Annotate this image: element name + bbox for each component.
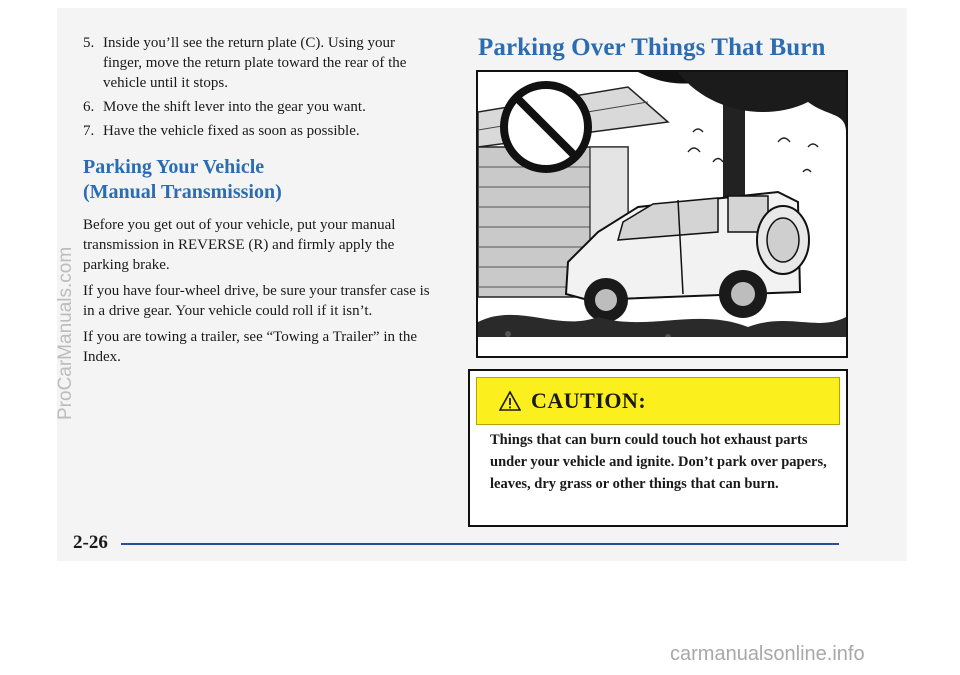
step-number: 7. (83, 123, 95, 139)
body-paragraph: If you are towing a trailer, see “Towing a Trailer” in the Index. (83, 329, 418, 365)
caution-header (476, 377, 840, 425)
step-number: 5. (83, 35, 95, 51)
page-number: 2-26 (73, 532, 108, 553)
step-text: Have the vehicle fixed as soon as possible. (103, 123, 360, 139)
step-item (83, 33, 433, 93)
parking-illustration (476, 70, 848, 358)
step-text: Inside you’ll see the return plate (C). Using your finger, move the return plate toward the rear of the vehicle until it stops. (103, 35, 407, 91)
caution-box (468, 369, 848, 527)
body-paragraph: Before you get out of your vehicle, put your manual transmission in REVERSE (R) and firmly apply the parking brake. (83, 217, 396, 273)
section-heading-line1: Parking Your Vehicle (83, 156, 265, 178)
section-heading-line2: (Manual Transmission) (83, 181, 282, 203)
step-item (83, 97, 433, 117)
page-title: Parking Over Things That Burn (478, 34, 826, 61)
body-paragraph: If you have four-wheel drive, be sure your transfer case is in a drive gear. Your vehicle could roll if it isn’t. (83, 283, 430, 319)
site-watermark: carmanualsonline.info (670, 643, 865, 665)
step-number: 6. (83, 99, 95, 115)
step-item (83, 121, 433, 141)
caution-text: Things that can burn could touch hot exhaust parts under your vehicle and ignite. Don’t park over papers, leaves, dry grass or other things that can burn. (490, 432, 827, 492)
caution-label: CAUTION: (531, 388, 647, 413)
left-column (83, 33, 433, 373)
footer-rule (121, 543, 839, 545)
section-heading (83, 155, 433, 205)
illustration-graphic (478, 72, 846, 356)
warning-triangle-icon (499, 390, 521, 412)
side-watermark: ProCarManuals.com (55, 246, 76, 420)
step-text: Move the shift lever into the gear you want. (103, 99, 366, 115)
